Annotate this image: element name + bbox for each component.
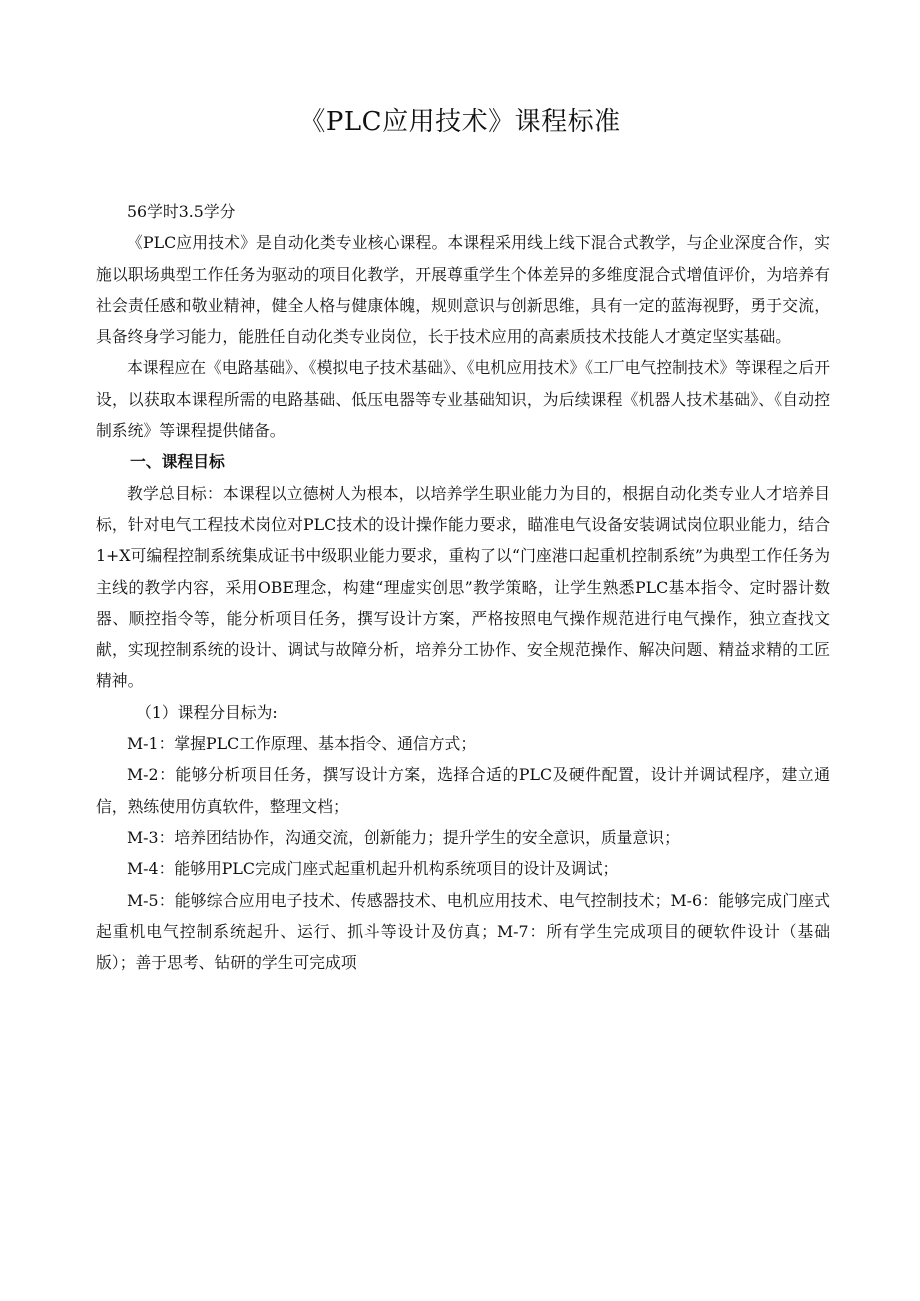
prereq-paragraph: 本课程应在《电路基础》、《模拟电子技术基础》、《电机应用技术》《工厂电气控制技术》等课程之后开设，以获取本课程所需的电路基础、低压电器等专业基础知识，为后续课程《机器人技术基础》、《自动控制系统》等课程提供储备。 — [96, 358, 830, 441]
goal-m5-m7: M-5：能够综合应用电子技术、传感器技术、电机应用技术、电气控制技术；M-6：能够完成门座式起重机电气控制系统起升、运行、抓斗等设计及仿真；M-7：所有学生完成项目的硬软件设计（基础版）；善于思考、钻研的学生可完成项 — [96, 890, 830, 973]
sub-goals-heading: （1）课程分目标为: — [136, 702, 278, 722]
goal-m2: M-2：能够分析项目任务，撰写设计方案，选择合适的PLC及硬件配置，设计并调试程序，建立通信，熟练使用仿真软件，整理文档； — [96, 765, 830, 816]
document-body — [96, 196, 830, 978]
intro-paragraph: 《PLC应用技术》是自动化类专业核心课程。本课程采用线上线下混合式教学，与企业深度合作，实施以职场典型工作任务为驱动的项目化教学，开展尊重学生个体差异的多维度混合式增值评价，为培养有社会责任感和敬业精神，健全人格与健康体魄，规则意识与创新思维，具有一定的蓝海视野，勇于交流，具备终身学习能力，能胜任自动化类专业岗位，长于技术应用的高素质技术技能人才奠定坚实基础。 — [96, 233, 830, 347]
goal-m3: M-3：培养团结协作，沟通交流，创新能力；提升学生的安全意识，质量意识； — [127, 827, 680, 847]
hours-credits: 56学时3.5学分 — [127, 202, 236, 221]
goal-m4: M-4：能够用PLC完成门座式起重机起升机构系统项目的设计及调试； — [127, 859, 619, 879]
page-title: 《PLC应用技术》课程标准 — [299, 107, 621, 137]
section-heading-course-goals: 一、课程目标 — [130, 452, 225, 472]
overall-goal-paragraph: 教学总目标：本课程以立德树人为根本，以培养学生职业能力为目的，根据自动化类专业人才培养目标，针对电气工程技术岗位对PLC技术的设计操作能力要求，瞄准电气设备安装调试岗位职业能力，结合1+X可编程控制系统集成证书中级职业能力要求，重构了以“门座港口起重机控制系统”为典型工作任务为主线的教学内容，采用OBE理念，构建“理虚实创思”教学策略，让学生熟悉PLC基本指令、定时器计数器、顺控指令等，能分析项目任务，撰写设计方案，严格按照电气操作规范进行电气操作，独立查找文献，实现控制系统的设计、调试与故障分析，培养分工协作、安全规范操作、解决问题、精益求精的工匠精神。 — [96, 483, 830, 691]
goal-m1: M-1：掌握PLC工作原理、基本指令、通信方式； — [127, 734, 477, 754]
